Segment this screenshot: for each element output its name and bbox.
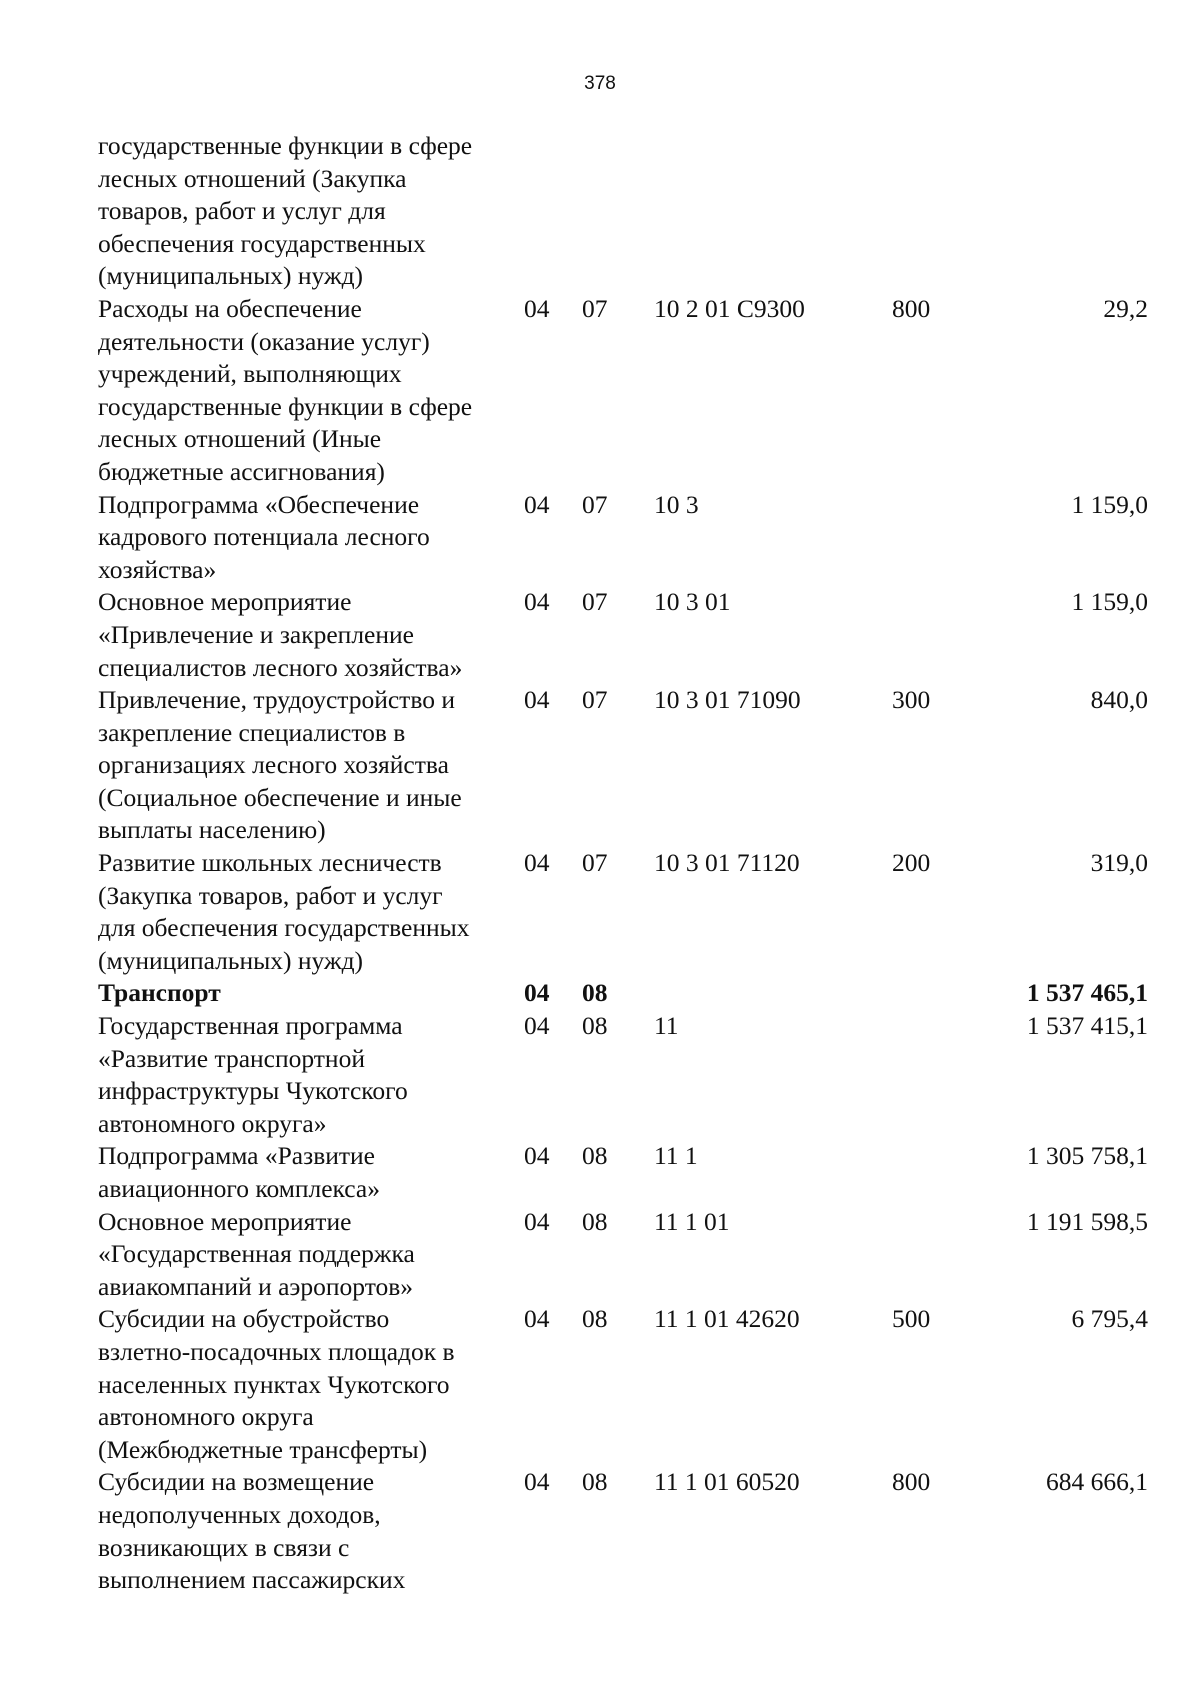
row-name-line: учреждений, выполняющих: [98, 359, 402, 389]
table-row: [98, 1010, 1148, 1140]
row-target-article: 11 1 01 60520: [654, 1467, 800, 1497]
row-amount: 1 537 465,1: [1026, 978, 1148, 1008]
row-name-line: выполнением пассажирских: [98, 1565, 406, 1595]
row-target-article: 10 3 01: [654, 587, 731, 617]
row-amount: 1 191 598,5: [1026, 1206, 1148, 1236]
row-section-code: 04: [524, 293, 550, 323]
row-name-line: «Развитие транспортной: [98, 1043, 365, 1073]
row-name-line: Основное мероприятие: [98, 587, 352, 617]
table-row: [98, 1303, 1148, 1466]
row-name-line: государственные функции в сфере: [98, 391, 473, 421]
row-name: [98, 847, 524, 977]
row-name: [98, 489, 524, 587]
row-name-line: автономного округа»: [98, 1108, 327, 1138]
row-name-line: Основное мероприятие: [98, 1206, 352, 1236]
row-name-line: специалистов лесного хозяйства»: [98, 652, 463, 682]
row-target-article: 10 3 01 71120: [654, 848, 800, 878]
row-name: [98, 1140, 524, 1205]
row-expense-type: 300: [892, 685, 931, 715]
row-name-line: Подпрограмма «Развитие: [98, 1141, 375, 1171]
table-row: [98, 684, 1148, 847]
row-name: [98, 130, 524, 293]
row-amount: 1 305 758,1: [1026, 1141, 1148, 1171]
table-row: [98, 293, 1148, 489]
table-row: [98, 586, 1148, 684]
row-amount: 1 159,0: [1071, 489, 1148, 519]
row-name-line: для обеспечения государственных: [98, 913, 470, 943]
budget-table: [98, 130, 1148, 1597]
row-name-line: (муниципальных) нужд): [98, 945, 364, 975]
row-amount: 1 159,0: [1071, 587, 1148, 617]
table-row: [98, 1206, 1148, 1304]
row-name-line: Подпрограмма «Обеспечение: [98, 489, 420, 519]
row-name: [98, 1303, 524, 1466]
row-amount: 6 795,4: [1071, 1304, 1148, 1334]
row-name-line: товаров, работ и услуг для: [98, 196, 386, 226]
row-section-code: 04: [524, 1467, 550, 1497]
row-target-article: 11 1 01: [654, 1206, 730, 1236]
row-amount: 840,0: [1090, 685, 1148, 715]
row-target-article: 11 1 01 42620: [654, 1304, 800, 1334]
row-amount: 319,0: [1090, 848, 1148, 878]
row-name: [98, 586, 524, 684]
row-name: [98, 1010, 524, 1140]
row-name: [98, 293, 524, 489]
row-name-line: Расходы на обеспечение: [98, 293, 362, 323]
row-section-code: 04: [524, 978, 550, 1008]
row-subsection-code: 08: [582, 1011, 608, 1041]
row-name: [98, 977, 524, 1010]
row-subsection-code: 08: [582, 1304, 608, 1334]
row-subsection-code: 07: [582, 848, 608, 878]
row-subsection-code: 07: [582, 587, 608, 617]
row-name-line: деятельности (оказание услуг): [98, 326, 430, 356]
row-expense-type: 800: [892, 293, 931, 323]
row-name-line: лесных отношений (Закупка: [98, 163, 407, 193]
row-subsection-code: 08: [582, 1141, 608, 1171]
row-name-line: Развитие школьных лесничеств: [98, 848, 442, 878]
row-name-line: инфраструктуры Чукотского: [98, 1076, 408, 1106]
row-name-line: Транспорт: [98, 978, 221, 1008]
row-name-line: Государственная программа: [98, 1011, 403, 1041]
row-amount: 29,2: [1103, 293, 1148, 323]
table-row: [98, 130, 1148, 293]
row-subsection-code: 07: [582, 489, 608, 519]
table-row: [98, 977, 1148, 1010]
row-name: [98, 684, 524, 847]
row-section-code: 04: [524, 587, 550, 617]
row-name-line: государственные функции в сфере: [98, 131, 473, 160]
row-amount: 684 666,1: [1046, 1467, 1148, 1497]
row-section-code: 04: [524, 685, 550, 715]
table-row: [98, 489, 1148, 587]
row-name-line: Привлечение, трудоустройство и: [98, 685, 455, 715]
row-name: [98, 1206, 524, 1304]
row-subsection-code: 08: [582, 978, 608, 1008]
row-name-line: недополученных доходов,: [98, 1499, 381, 1529]
row-section-code: 04: [524, 848, 550, 878]
row-subsection-code: 07: [582, 293, 608, 323]
row-target-article: 10 2 01 С9300: [654, 293, 805, 323]
row-name-line: населенных пунктах Чукотского: [98, 1369, 450, 1399]
row-expense-type: 500: [892, 1304, 931, 1334]
row-name-line: автономного округа: [98, 1402, 314, 1432]
row-name-line: авиакомпаний и аэропортов»: [98, 1271, 414, 1301]
row-name-line: обеспечения государственных: [98, 228, 426, 258]
row-name-line: взлетно-посадочных площадок в: [98, 1336, 455, 1366]
row-name-line: (муниципальных) нужд): [98, 261, 364, 291]
row-subsection-code: 08: [582, 1206, 608, 1236]
table-row: [98, 1140, 1148, 1205]
page-number: 378: [584, 73, 616, 94]
row-name-line: «Привлечение и закрепление: [98, 619, 414, 649]
row-name-line: выплаты населению): [98, 815, 326, 845]
row-amount: 1 537 415,1: [1026, 1011, 1148, 1041]
row-section-code: 04: [524, 1304, 550, 1334]
row-target-article: 10 3 01 71090: [654, 685, 801, 715]
row-name-line: хозяйства»: [98, 554, 217, 584]
table-row: [98, 1466, 1148, 1596]
row-name-line: лесных отношений (Иные: [98, 424, 382, 454]
row-name-line: (Межбюджетные трансферты): [98, 1434, 428, 1464]
row-name-line: (Закупка товаров, работ и услуг: [98, 880, 443, 910]
row-name-line: «Государственная поддержка: [98, 1239, 415, 1269]
row-name-line: авиационного комплекса»: [98, 1174, 380, 1203]
row-section-code: 04: [524, 1011, 550, 1041]
row-subsection-code: 08: [582, 1467, 608, 1497]
row-expense-type: 200: [892, 848, 931, 878]
row-section-code: 04: [524, 1141, 550, 1171]
row-target-article: 10 3: [654, 489, 699, 519]
row-name-line: Субсидии на обустройство: [98, 1304, 390, 1334]
row-section-code: 04: [524, 489, 550, 519]
row-subsection-code: 07: [582, 685, 608, 715]
row-section-code: 04: [524, 1206, 550, 1236]
row-name-line: возникающих в связи с: [98, 1532, 350, 1562]
row-name-line: кадрового потенциала лесного: [98, 522, 430, 552]
row-expense-type: 800: [892, 1467, 931, 1497]
row-name-line: бюджетные ассигнования): [98, 456, 385, 486]
table-row: [98, 847, 1148, 977]
row-target-article: 11: [654, 1011, 679, 1041]
row-name-line: организациях лесного хозяйства: [98, 750, 449, 780]
row-target-article: 11 1: [654, 1141, 698, 1171]
row-name-line: Субсидии на возмещение: [98, 1467, 375, 1497]
row-name: [98, 1466, 524, 1596]
row-name-line: закрепление специалистов в: [98, 717, 406, 747]
row-name-line: (Социальное обеспечение и иные: [98, 782, 462, 812]
